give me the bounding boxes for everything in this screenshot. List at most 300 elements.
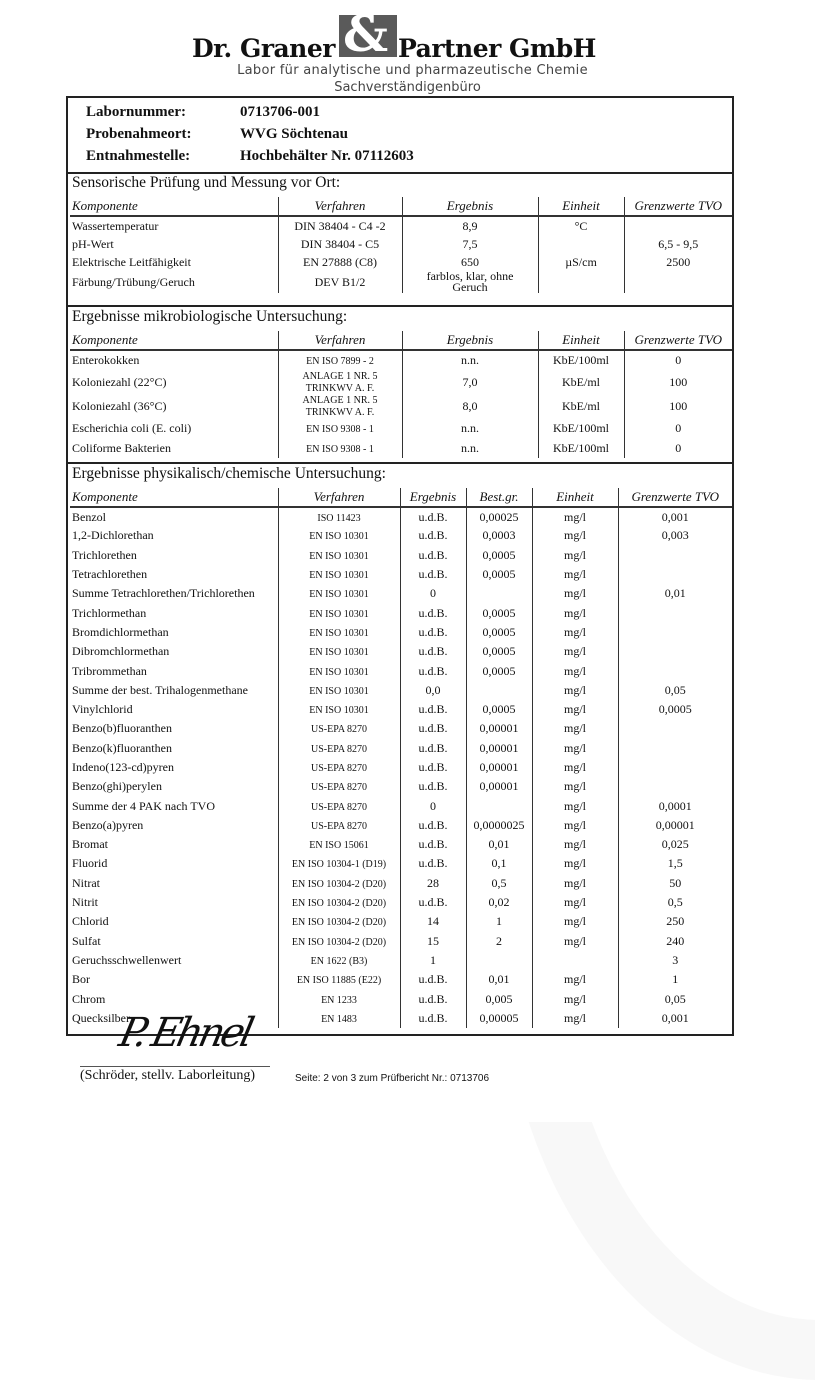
table-row bbox=[70, 394, 732, 418]
probenahmeort-row bbox=[86, 126, 348, 143]
table-row bbox=[70, 271, 732, 293]
cell-text: Benzo(b)fluoranthen bbox=[72, 721, 172, 736]
table-cell bbox=[466, 681, 532, 700]
cell-text: mg/l bbox=[563, 605, 586, 620]
cell-text: 0,00001 bbox=[479, 740, 519, 755]
cell-text: EN ISO 10301 bbox=[309, 705, 369, 717]
cell-text: EN 1622 (B3) bbox=[310, 955, 368, 967]
cell-text: u.d.B. bbox=[418, 567, 448, 582]
cell-text: US-EPA 8270 bbox=[310, 743, 368, 755]
cell-text: Fluorid bbox=[72, 856, 108, 871]
table-cell bbox=[278, 603, 400, 622]
cell-text: mg/l bbox=[563, 895, 586, 910]
table-cell bbox=[532, 739, 618, 758]
table-cell bbox=[400, 603, 466, 622]
table-cell bbox=[624, 438, 732, 458]
table-cell bbox=[70, 816, 278, 835]
cell-text: US-EPA 8270 bbox=[310, 801, 368, 813]
table-cell bbox=[400, 739, 466, 758]
cell-text: Indeno(123-cd)pyren bbox=[72, 760, 174, 774]
ampersand-logo-icon: & bbox=[339, 15, 397, 57]
table-cell bbox=[402, 370, 538, 394]
cell-text: 1,5 bbox=[667, 856, 683, 871]
table-cell bbox=[532, 874, 618, 893]
cell-text: 0 bbox=[675, 353, 682, 367]
table-cell bbox=[538, 438, 624, 458]
cell-text: u.d.B. bbox=[418, 991, 448, 1006]
cell-text: mg/l bbox=[563, 875, 586, 890]
cell-text: 0,02 bbox=[488, 895, 510, 910]
cell-text: Benzol bbox=[72, 509, 106, 524]
table-cell bbox=[70, 796, 278, 815]
table-cell bbox=[70, 681, 278, 700]
col-header: Einheit bbox=[538, 331, 624, 350]
table-row bbox=[70, 816, 732, 835]
table-cell bbox=[278, 739, 400, 758]
col-header: Komponente bbox=[70, 488, 278, 507]
table-row bbox=[70, 932, 732, 951]
table-cell bbox=[278, 681, 400, 700]
cell-text: Summe der best. Trihalogenmethane bbox=[72, 682, 248, 697]
table-cell bbox=[278, 253, 402, 271]
cell-text: 8,0 bbox=[462, 398, 478, 413]
cell-text: u.d.B. bbox=[418, 528, 448, 543]
cell-text: Enterokokken bbox=[72, 353, 140, 367]
labornummer-row bbox=[86, 104, 320, 121]
table-cell bbox=[618, 700, 732, 719]
table-cell bbox=[532, 835, 618, 854]
table-cell bbox=[400, 796, 466, 815]
col-header: Komponente bbox=[70, 197, 278, 216]
probenahmeort-label: Probenahmeort: bbox=[86, 126, 192, 142]
cell-text: 0,00025 bbox=[479, 509, 519, 524]
table-cell bbox=[618, 623, 732, 642]
cell-text: mg/l bbox=[563, 779, 586, 794]
table-row bbox=[70, 893, 732, 912]
cell-text: 0,00005 bbox=[479, 1010, 519, 1025]
table-cell bbox=[532, 777, 618, 796]
cell-text: mg/l bbox=[563, 547, 586, 562]
table-cell bbox=[618, 854, 732, 873]
table-cell bbox=[532, 854, 618, 873]
cell-text: DIN 38404 - C5 bbox=[300, 236, 380, 251]
cell-text: 650 bbox=[461, 254, 479, 269]
cell-text: EN ISO 10301 bbox=[309, 647, 369, 659]
table-row bbox=[70, 661, 732, 680]
table-cell bbox=[532, 758, 618, 777]
table-cell bbox=[538, 235, 624, 253]
cell-text: EN 1233 bbox=[321, 994, 357, 1006]
cell-text: u.d.B. bbox=[418, 895, 448, 910]
table-cell bbox=[278, 370, 402, 394]
cell-text: 6,5 - 9,5 bbox=[658, 236, 699, 251]
cell-text: mg/l bbox=[563, 856, 586, 871]
table-cell bbox=[624, 253, 732, 271]
cell-text: 1 bbox=[496, 914, 502, 929]
col-header: Grenzwerte TVO bbox=[624, 331, 732, 350]
table-cell bbox=[618, 526, 732, 545]
cell-text: EN ISO 10301 bbox=[309, 531, 369, 543]
table-cell bbox=[538, 370, 624, 394]
cell-text: Chlorid bbox=[72, 914, 109, 929]
table-cell bbox=[466, 816, 532, 835]
table-cell bbox=[618, 816, 732, 835]
table-cell bbox=[532, 816, 618, 835]
col-header: Einheit bbox=[538, 197, 624, 216]
cell-text: 0,00001 bbox=[479, 760, 519, 774]
table-cell bbox=[466, 874, 532, 893]
table-cell bbox=[466, 584, 532, 603]
table-cell bbox=[400, 681, 466, 700]
cell-text: EN ISO 10301 bbox=[309, 570, 369, 582]
table-cell bbox=[400, 526, 466, 545]
table-cell bbox=[532, 700, 618, 719]
table-cell bbox=[538, 394, 624, 418]
table-cell bbox=[70, 835, 278, 854]
table-cell bbox=[70, 623, 278, 642]
cell-text: Nitrat bbox=[72, 875, 100, 890]
cell-text: mg/l bbox=[563, 914, 586, 929]
cell-text: mg/l bbox=[563, 1010, 586, 1025]
table-cell bbox=[400, 989, 466, 1008]
cell-text: u.d.B. bbox=[418, 721, 448, 736]
table-cell bbox=[400, 719, 466, 738]
table-cell bbox=[532, 970, 618, 989]
cell-text: Wassertemperatur bbox=[72, 218, 159, 233]
table-cell bbox=[618, 835, 732, 854]
table-cell bbox=[466, 970, 532, 989]
table-cell bbox=[466, 835, 532, 854]
table-cell bbox=[538, 253, 624, 271]
table-cell bbox=[618, 584, 732, 603]
cell-text: 0,1 bbox=[491, 856, 507, 871]
table-cell bbox=[278, 835, 400, 854]
cell-text: n.n. bbox=[461, 353, 479, 367]
col-header: Verfahren bbox=[278, 331, 402, 350]
table-row bbox=[70, 216, 732, 235]
table-cell bbox=[618, 507, 732, 526]
table-cell bbox=[278, 796, 400, 815]
table-cell bbox=[70, 507, 278, 526]
table-cell bbox=[70, 584, 278, 603]
cell-text: mg/l bbox=[563, 837, 586, 852]
cell-text: u.d.B. bbox=[418, 605, 448, 620]
table-cell bbox=[538, 271, 624, 293]
cell-text: mg/l bbox=[563, 624, 586, 639]
cell-text: Tribrommethan bbox=[72, 663, 147, 678]
table-cell bbox=[466, 526, 532, 545]
table-cell bbox=[70, 661, 278, 680]
table-cell bbox=[400, 835, 466, 854]
company-subtitle-2: Sachverständigenbüro bbox=[334, 80, 481, 95]
table-row bbox=[70, 912, 732, 931]
table-cell bbox=[624, 216, 732, 235]
company-name-right: Partner GmbH bbox=[398, 34, 596, 63]
cell-text: u.d.B. bbox=[418, 644, 448, 659]
table-cell bbox=[532, 932, 618, 951]
table-row bbox=[70, 758, 732, 777]
table-cell bbox=[70, 418, 278, 438]
cell-text: TRINKWV A. F. bbox=[305, 407, 375, 418]
cell-text: 0,01 bbox=[664, 586, 686, 601]
cell-text: u.d.B. bbox=[418, 624, 448, 639]
cell-text: µS/cm bbox=[565, 254, 597, 269]
col-header: Grenzwerte TVO bbox=[618, 488, 732, 507]
table-row bbox=[70, 507, 732, 526]
table-cell bbox=[400, 951, 466, 970]
table-cell bbox=[278, 893, 400, 912]
cell-text: EN ISO 10301 bbox=[309, 627, 369, 639]
table-cell bbox=[70, 739, 278, 758]
table-row bbox=[70, 835, 732, 854]
table-cell bbox=[400, 565, 466, 584]
cell-text: 0 bbox=[675, 440, 682, 455]
cell-text: KbE/ml bbox=[562, 374, 600, 389]
col-header: Ergebnis bbox=[402, 331, 538, 350]
cell-text: °C bbox=[574, 218, 588, 233]
col-header: Ergebnis bbox=[402, 197, 538, 216]
section-divider bbox=[66, 462, 734, 464]
table-cell bbox=[624, 418, 732, 438]
cell-text: mg/l bbox=[563, 721, 586, 736]
table-cell bbox=[400, 932, 466, 951]
table-cell bbox=[278, 526, 400, 545]
cell-text: 0,025 bbox=[661, 837, 689, 852]
col-header: Einheit bbox=[532, 488, 618, 507]
cell-text: 100 bbox=[669, 374, 688, 389]
cell-text: 0,00001 bbox=[479, 721, 519, 736]
table-cell bbox=[532, 681, 618, 700]
table-row bbox=[70, 951, 732, 970]
cell-text: Koloniezahl (36°C) bbox=[72, 398, 167, 413]
cell-text: 0,05 bbox=[664, 682, 686, 697]
col-header: Ergebnis bbox=[400, 488, 466, 507]
cell-text: EN ISO 10301 bbox=[309, 589, 369, 601]
table-cell bbox=[70, 989, 278, 1008]
cell-text: 0,01 bbox=[488, 972, 510, 987]
table-cell bbox=[538, 216, 624, 235]
table-cell bbox=[466, 932, 532, 951]
cell-text: 0,0001 bbox=[658, 798, 692, 813]
table-cell bbox=[618, 970, 732, 989]
entnahmestelle-label: Entnahmestelle: bbox=[86, 148, 191, 164]
table-cell bbox=[70, 235, 278, 253]
cell-text: ANLAGE 1 NR. 5 bbox=[302, 395, 378, 406]
table-cell bbox=[618, 565, 732, 584]
cell-text: Benzo(ghi)perylen bbox=[72, 779, 162, 794]
cell-text: EN ISO 10304-1 (D19) bbox=[291, 859, 387, 871]
table-cell bbox=[466, 951, 532, 970]
cell-text: 0,5 bbox=[667, 895, 683, 910]
table-cell bbox=[70, 700, 278, 719]
table-cell bbox=[532, 1009, 618, 1028]
cell-text: US-EPA 8270 bbox=[310, 820, 368, 832]
cell-text: 2 bbox=[496, 933, 502, 948]
table-cell bbox=[466, 603, 532, 622]
cell-text: Geruchsschwellenwert bbox=[72, 952, 182, 967]
cell-text: 0,01 bbox=[488, 837, 510, 852]
cell-text: mg/l bbox=[563, 972, 586, 987]
cell-text: Chrom bbox=[72, 991, 106, 1006]
cell-text: pH-Wert bbox=[72, 236, 114, 251]
table-cell bbox=[70, 893, 278, 912]
cell-text: 0,00001 bbox=[479, 779, 519, 794]
cell-text: Elektrische Leitfähigkeit bbox=[72, 254, 191, 269]
table-cell bbox=[400, 1009, 466, 1028]
cell-text: mg/l bbox=[563, 644, 586, 659]
table-cell bbox=[532, 719, 618, 738]
table-cell bbox=[70, 874, 278, 893]
table-cell bbox=[70, 970, 278, 989]
cell-text: u.d.B. bbox=[418, 547, 448, 562]
table-cell bbox=[466, 912, 532, 931]
cell-text: EN ISO 9308 - 1 bbox=[306, 423, 374, 435]
cell-text: Benzo(k)fluoranthen bbox=[72, 740, 172, 755]
cell-text: DIN 38404 - C4 -2 bbox=[294, 218, 386, 233]
table-cell bbox=[532, 893, 618, 912]
cell-text: EN ISO 10304-2 (D20) bbox=[291, 878, 387, 890]
table-cell bbox=[400, 970, 466, 989]
cell-text: 0,005 bbox=[485, 991, 513, 1006]
table-cell bbox=[466, 507, 532, 526]
cell-text: mg/l bbox=[563, 991, 586, 1006]
table-cell bbox=[402, 438, 538, 458]
table-cell bbox=[618, 951, 732, 970]
cell-text: 0,0005 bbox=[482, 663, 516, 678]
table-cell bbox=[70, 394, 278, 418]
cell-text: u.d.B. bbox=[418, 740, 448, 755]
entnahmestelle-row bbox=[86, 148, 414, 165]
cell-text: 7,5 bbox=[462, 236, 478, 251]
cell-text: mg/l bbox=[563, 586, 586, 601]
table-cell bbox=[400, 816, 466, 835]
cell-text: mg/l bbox=[563, 817, 586, 832]
probenahmeort-value: WVG Söchtenau bbox=[240, 126, 348, 142]
table-cell bbox=[402, 350, 538, 370]
table-cell bbox=[466, 546, 532, 565]
cell-text: 0,001 bbox=[661, 509, 689, 524]
table-cell bbox=[532, 546, 618, 565]
table-cell bbox=[402, 271, 538, 293]
table-cell bbox=[400, 507, 466, 526]
table-cell bbox=[278, 932, 400, 951]
table-row bbox=[70, 235, 732, 253]
cell-text: mg/l bbox=[563, 933, 586, 948]
table-cell bbox=[402, 394, 538, 418]
cell-text: 0,0005 bbox=[482, 624, 516, 639]
table-cell bbox=[278, 970, 400, 989]
table-cell bbox=[70, 758, 278, 777]
table-cell bbox=[278, 235, 402, 253]
table-cell bbox=[70, 603, 278, 622]
table-row bbox=[70, 350, 732, 370]
table-cell bbox=[466, 758, 532, 777]
table-cell bbox=[70, 271, 278, 293]
table-cell bbox=[618, 1009, 732, 1028]
table-cell bbox=[532, 565, 618, 584]
table-cell bbox=[402, 235, 538, 253]
labornummer-label: Labornummer: bbox=[86, 104, 186, 120]
cell-text: US-EPA 8270 bbox=[310, 724, 368, 736]
cell-text: 0,5 bbox=[491, 875, 507, 890]
table-cell bbox=[70, 719, 278, 738]
cell-text: 0,001 bbox=[661, 1010, 689, 1025]
table-cell bbox=[618, 893, 732, 912]
cell-text: u.d.B. bbox=[418, 856, 448, 871]
table-cell bbox=[278, 951, 400, 970]
cell-text: 0,0000025 bbox=[473, 817, 525, 832]
table-cell bbox=[278, 418, 402, 438]
cell-text: KbE/100ml bbox=[553, 440, 609, 455]
table-row bbox=[70, 777, 732, 796]
cell-text: Coliforme Bakterien bbox=[72, 440, 171, 455]
table-row bbox=[70, 642, 732, 661]
table-cell bbox=[538, 418, 624, 438]
table-cell bbox=[618, 739, 732, 758]
table-cell bbox=[466, 565, 532, 584]
table-cell bbox=[618, 989, 732, 1008]
cell-text: 0 bbox=[430, 798, 436, 813]
cell-text: 0,003 bbox=[661, 528, 689, 543]
cell-text: 8,9 bbox=[462, 218, 478, 233]
table-cell bbox=[618, 661, 732, 680]
table-cell bbox=[618, 719, 732, 738]
cell-text: 0 bbox=[430, 586, 436, 601]
table-cell bbox=[278, 623, 400, 642]
table-cell bbox=[466, 661, 532, 680]
table-cell bbox=[618, 932, 732, 951]
table-cell bbox=[278, 912, 400, 931]
table-cell bbox=[624, 271, 732, 293]
table-cell bbox=[278, 350, 402, 370]
table-cell bbox=[400, 546, 466, 565]
section-divider bbox=[66, 305, 734, 307]
table-cell bbox=[278, 565, 400, 584]
table-row bbox=[70, 253, 732, 271]
table-cell bbox=[70, 438, 278, 458]
cell-text: 1 bbox=[672, 972, 679, 987]
table-row bbox=[70, 565, 732, 584]
cell-text: Koloniezahl (22°C) bbox=[72, 374, 167, 389]
cell-text: 0,0005 bbox=[482, 605, 516, 620]
cell-text: u.d.B. bbox=[418, 972, 448, 987]
table-cell bbox=[466, 893, 532, 912]
cell-text: ISO 11423 bbox=[317, 512, 361, 524]
cell-text: Sulfat bbox=[72, 933, 101, 948]
table-cell bbox=[532, 526, 618, 545]
company-subtitle: Labor für analytische und pharmazeutische Chemie bbox=[237, 63, 588, 78]
table-cell bbox=[624, 370, 732, 394]
cell-text: EN ISO 10301 bbox=[309, 685, 369, 697]
cell-text: u.d.B. bbox=[418, 1010, 448, 1025]
cell-text: mg/l bbox=[563, 509, 586, 524]
cell-text: mg/l bbox=[563, 760, 586, 774]
table-row bbox=[70, 603, 732, 622]
table-cell bbox=[624, 350, 732, 370]
table-cell bbox=[70, 854, 278, 873]
cell-text: 240 bbox=[666, 933, 685, 948]
cell-text: ANLAGE 1 NR. 5 bbox=[302, 371, 378, 382]
cell-text: EN 1483 bbox=[321, 1013, 357, 1025]
cell-text: Tetrachlorethen bbox=[72, 567, 148, 582]
table-row bbox=[70, 854, 732, 873]
table-cell bbox=[618, 681, 732, 700]
table-cell bbox=[532, 642, 618, 661]
cell-text: Quecksilber bbox=[72, 1010, 130, 1025]
table-cell bbox=[278, 216, 402, 235]
table-cell bbox=[70, 912, 278, 931]
table-row bbox=[70, 719, 732, 738]
